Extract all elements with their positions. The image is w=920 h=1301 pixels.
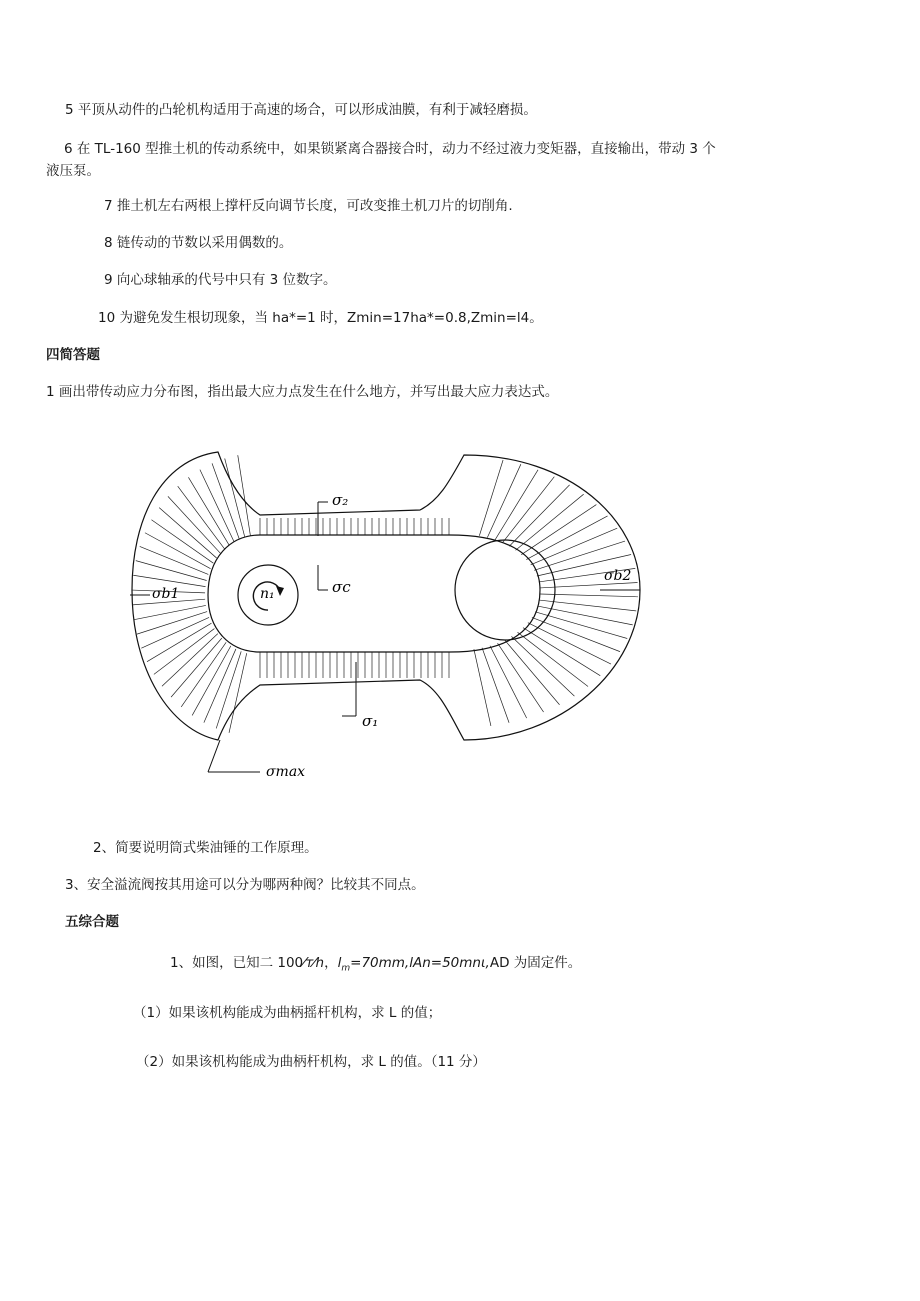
item-6: 6 在 TL-160 型推土机的传动系统中，如果锁紧离合器接合时，动力不经过液力变矩器，直接输出，带动 3 个液压泵。 (46, 141, 716, 179)
item-9: 9 向心球轴承的代号中只有 3 位数字。 (104, 272, 337, 288)
q5-1-sub: m (341, 963, 351, 974)
q5-1-prefix: 1、如图，已知二 100 (170, 955, 304, 971)
question-4-2: 2、简要说明筒式柴油锤的工作原理。 (93, 840, 318, 856)
question-4-1: 1 画出带传动应力分布图，指出最大应力点发生在什么地方，并写出最大应力表达式。 (46, 384, 559, 400)
label-sigmab1: σb1 (152, 586, 180, 602)
label-sigmab2: σb2 (604, 568, 632, 584)
q5-1-rest: =70mm,lAn=50mnι, (350, 955, 490, 971)
label-sigmac: σc (332, 578, 351, 596)
rotation-arrowhead (276, 586, 284, 596)
label-sigma2: σ₂ (332, 491, 349, 509)
section-4-title: 四简答题 (46, 347, 100, 363)
item-10: 10 为避免发生根切现象，当 ha*=1 时，Zmin=17ha*=0.8,Zmin=l4。 (98, 310, 543, 326)
q5-1-unit: ⁄ᴛ⁄h (303, 955, 325, 971)
belt-stress-diagram (120, 440, 660, 800)
figure-outlines (132, 452, 640, 740)
item-7: 7 推土机左右两根上撑杆反向调节长度，可改变推土机刀片的切削角. (104, 198, 513, 214)
question-5-1 (170, 953, 581, 979)
question-4-3: 3、安全溢流阀按其用途可以分为哪两种阀？比较其不同点。 (65, 877, 425, 893)
section-5-title: 五综合题 (65, 914, 119, 930)
label-sigma1: σ₁ (362, 712, 379, 730)
label-sigmamax: σmax (266, 764, 306, 780)
q5-1-tail: AD 为固定件。 (489, 955, 582, 971)
item-5: 5 平顶从动件的凸轮机构适用于高速的场合，可以形成油膜，有利于减轻磨损。 (65, 102, 537, 118)
item-8: 8 链传动的节数以采用偶数的。 (104, 235, 293, 251)
question-5-part-1: （1）如果该机构能成为曲柄摇杆机构，求 L 的值； (133, 1005, 442, 1021)
question-5-part-2: （2）如果该机构能成为曲柄杆机构，求 L 的值。（11 分） (136, 1054, 486, 1070)
q5-1-separator: ， (324, 955, 338, 971)
label-n1: n₁ (260, 586, 275, 602)
belt-inner-loop (208, 535, 540, 652)
leader-lines (130, 502, 640, 772)
q5-1-l: l (337, 955, 342, 971)
